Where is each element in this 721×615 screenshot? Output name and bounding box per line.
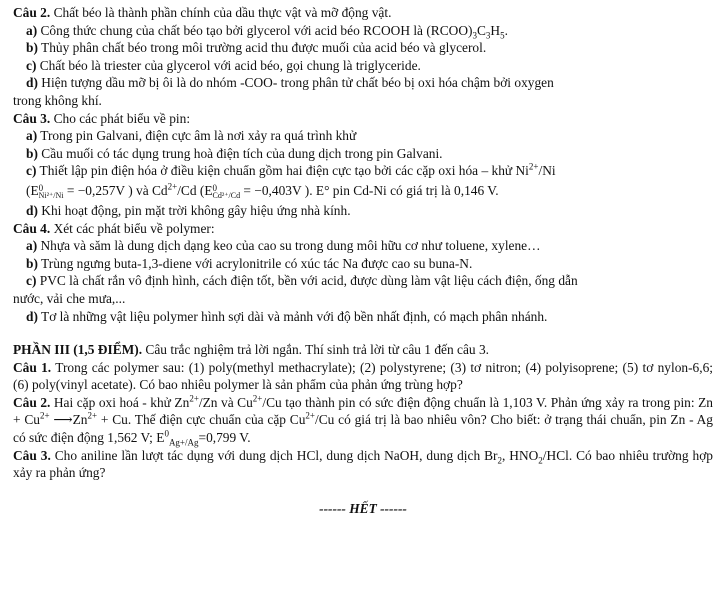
statement-3b: b) Cầu muối có tác dụng trung hoà điện tích của dung dịch trong pin Galvani.: [26, 145, 443, 161]
statement-4d: d) Tơ là những vật liệu polymer hình sợi dài và mảnh với độ bền nhất định, có mạch phân nhánh.: [26, 308, 548, 324]
question-3-intro: Câu 3. Cho các phát biểu về pin:: [13, 110, 191, 126]
statement-2b: b) Thủy phân chất béo trong môi trường acid thu được muối của acid béo và glycerol.: [26, 40, 487, 56]
question-4-intro: Câu 4. Xét các phát biểu về polymer:: [13, 220, 215, 236]
short-answer-question-1: Câu 1. Trong các polymer sau: (1) poly(methyl methacrylate); (2) polystyrene; (3) tơ nitron; (4) polyisoprene; (5) tơ nylon-6,6; (6) poly(vinyl acetate). Có bao nhiêu polymer là sản phẩm của phản ứng trùng hợp?: [13, 359, 713, 393]
part-3-heading: PHẦN III (1,5 ĐIỂM). Câu trắc nghiệm trả lời ngắn. Thí sinh trả lời từ câu 1 đến câu 3.: [13, 342, 489, 358]
standard-potential-cd: E 0 Cd²⁺/Cd: [204, 182, 241, 200]
statement-3a: a) Trong pin Galvani, điện cực âm là nơi xảy ra quá trình khử: [26, 128, 357, 144]
short-answer-question-3: Câu 3. Cho aniline lần lượt tác dụng với dung dịch HCl, dung dịch NaOH, dung dịch $Br_2$, $HNO_2$/HCl. Có bao nhiêu trường hợp xảy ra phản ứng?: [13, 447, 713, 481]
part-3-title: PHẦN III (1,5 ĐIỂM).: [13, 342, 143, 358]
statement-3c: c) Thiết lập pin điện hóa ở điều kiện chuẩn gồm hai điện cực tạo bởi các cặp oxi hóa – khử $Ni^{2+}/Ni$: [26, 161, 556, 179]
question-2-label: Câu 2.: [13, 5, 51, 20]
question-4-label: Câu 4.: [13, 220, 51, 236]
statement-4b: b) Trùng ngưng buta-1,3-diene với acrylonitrile có xúc tác Na được cao su buna-N.: [26, 255, 473, 271]
end-of-exam-mark: ------ HẾT ------: [319, 500, 407, 516]
question-2-intro: Câu 2. Chất béo là thành phần chính của dầu thực vật và mỡ động vật.: [13, 5, 392, 20]
standard-potential-ni: E 0 Ni²⁺/Ni: [30, 182, 64, 200]
statement-3d: d) Khi hoạt động, pin mặt trời không gây hiệu ứng nhà kính.: [26, 202, 351, 218]
statement-4c: c) PVC là chất rắn vô định hình, cách điện tốt, bền với acid, được dùng làm vật liệu cách điện, ống dẫn: [26, 273, 578, 289]
statement-4a: a) Nhựa và săm là dung dịch dạng keo của cao su trong dung môi hữu cơ như toluene, xylene…: [26, 238, 541, 254]
question-3-label: Câu 3.: [13, 110, 51, 126]
statement-2d-continued: trong không khí.: [13, 92, 102, 108]
short-answer-question-2: Câu 2. Hai cặp oxi hoá - khử $Zn^{2+}/Zn$ và $Cu^{2+}/Cu$ tạo thành pin có sức điện động chuẩn là 1,103 V. Phản ứng xảy ra trong pin: $Zn + Cu^{2+}$ $⟶Zn^{2+} + Cu$. Thế điện cực chuẩn của cặp $Cu^{2+}/Cu$ có giá trị là bao nhiêu vôn? Cho biết: ở trạng thái chuẩn, pin Zn - Ag có sức điện động 1,562 V; $E^0_{Ag+/Ag}=0,799$ V.: [13, 393, 714, 448]
statement-2d: d) Hiện tượng dầu mỡ bị ôi là do nhóm -COO- trong phân tử chất béo bị oxi hóa chậm bởi oxygen: [26, 75, 554, 91]
statement-4c-continued: nước, vải che mưa,...: [13, 290, 126, 306]
statement-2c: c) Chất béo là triester của glycerol với acid béo, gọi chung là triglyceride.: [26, 57, 421, 73]
statement-2a: a) Công thức chung của chất béo tạo bởi glycerol với acid béo RCOOH là $(RCOO)_3C_3H_5$.: [26, 22, 508, 41]
statement-3c-potentials: (E 0 Ni²⁺/Ni = −0,257V ) và $Cd^{2+}/Cd$ (E 0 Cd²⁺/Cd = −0,403V ). E° pin Cd-Ni có giá trị là 0,146 V.: [26, 181, 499, 200]
